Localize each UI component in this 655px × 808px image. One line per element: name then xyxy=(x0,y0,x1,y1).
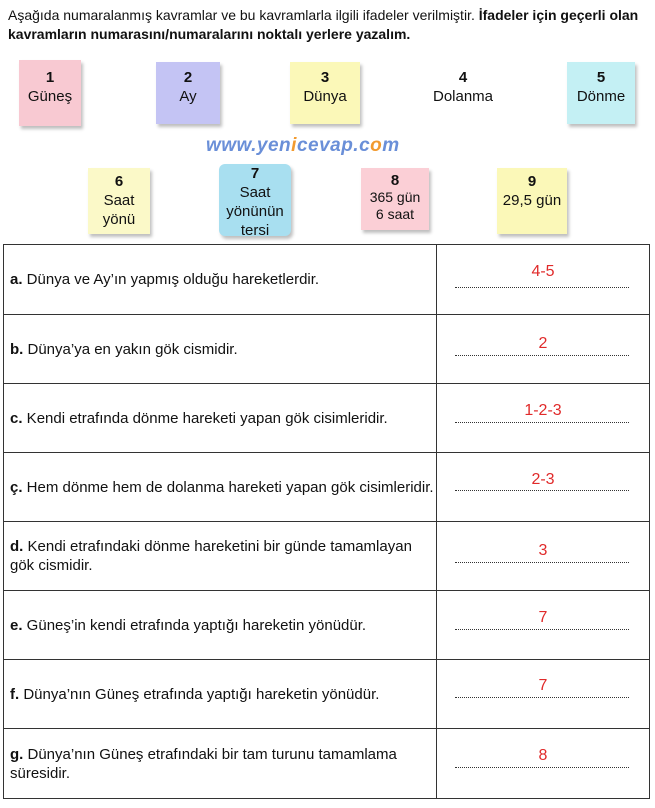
answer-cell xyxy=(437,522,650,591)
question-cell: e. Güneş’in kendi etrafında yaptığı hareketin yönüdür. xyxy=(4,591,437,660)
concept-label-line2: 6 saat xyxy=(375,206,415,222)
instructions-bold: İfadeler için geçerli olan kavramların numarasını/numaralarını noktalı yerlere yazalım. xyxy=(8,7,639,42)
dotted-line xyxy=(455,287,629,288)
question-cell: g. Dünya’nın Güneş etrafındaki bir tam turunu tamamlama süresidir. xyxy=(4,729,437,799)
answer-cell xyxy=(437,245,650,315)
answer-cell xyxy=(437,729,650,799)
concept-card-6 xyxy=(88,168,150,234)
answer-cell xyxy=(437,591,650,660)
table-row xyxy=(4,245,650,315)
questions-table xyxy=(3,244,650,799)
answer-text: 8 xyxy=(538,747,548,764)
concept-number: 4 xyxy=(458,69,468,86)
table-row xyxy=(4,453,650,522)
concept-number: 5 xyxy=(596,69,606,86)
concept-card-1 xyxy=(19,60,81,126)
answer-cell xyxy=(437,453,650,522)
concept-label: Dünya xyxy=(303,88,347,105)
question-cell: b. Dünya’ya en yakın gök cismidir. xyxy=(4,315,437,384)
answer-text: 2-3 xyxy=(531,471,555,488)
concept-label-line1: 365 gün xyxy=(369,189,421,205)
concept-label: Dolanma xyxy=(432,88,494,105)
dotted-line xyxy=(455,562,629,563)
concept-label: Güneş xyxy=(27,88,73,105)
concept-label: 29,5 gün xyxy=(502,192,562,209)
site-watermark: www.yenicevap.com xyxy=(206,135,400,156)
answer-text: 1-2-3 xyxy=(524,402,562,419)
concept-number: 1 xyxy=(45,69,55,86)
dotted-line xyxy=(455,355,629,356)
dotted-line xyxy=(455,767,629,768)
answer-text: 2 xyxy=(538,335,548,352)
concept-card-3 xyxy=(290,62,360,124)
concept-label-line3: tersi xyxy=(240,222,270,239)
answer-text: 7 xyxy=(538,677,548,694)
answer-cell xyxy=(437,315,650,384)
concept-number: 7 xyxy=(250,165,260,182)
concept-label: Dönme xyxy=(576,88,626,105)
table-row xyxy=(4,522,650,591)
answer-cell xyxy=(437,384,650,453)
concept-card-2 xyxy=(156,62,220,124)
concept-card-5 xyxy=(567,62,635,124)
instructions-text: Aşağıda numaralanmış kavramlar ve bu kavramlarla ilgili ifadeler verilmiştir. xyxy=(8,7,479,23)
concept-label-line2: yönü xyxy=(102,211,136,228)
table-row xyxy=(4,729,650,799)
question-cell: a. Dünya ve Ay’ın yapmış olduğu hareketlerdir. xyxy=(4,245,437,315)
table-row xyxy=(4,315,650,384)
concept-label-line2: yönünün xyxy=(226,203,284,220)
question-cell: d. Kendi etrafındaki dönme hareketini bir günde tamamlayan gök cismidir. xyxy=(4,522,437,591)
table-row xyxy=(4,660,650,729)
concept-card-9 xyxy=(497,168,567,234)
concept-label-line1: Saat xyxy=(239,184,271,201)
answer-cell xyxy=(437,660,650,729)
concept-number: 9 xyxy=(527,173,537,190)
concept-label: Ay xyxy=(179,88,197,105)
concept-card-8 xyxy=(361,168,429,230)
answer-text: 4-5 xyxy=(531,263,555,280)
question-cell: c. Kendi etrafında dönme hareketi yapan gök cisimleridir. xyxy=(4,384,437,453)
concept-card-7 xyxy=(219,164,291,239)
answer-text: 7 xyxy=(538,609,548,626)
question-cell: ç. Hem dönme hem de dolanma hareketi yapan gök cisimleridir. xyxy=(4,453,437,522)
question-cell: f. Dünya’nın Güneş etrafında yaptığı hareketin yönüdür. xyxy=(4,660,437,729)
table-row xyxy=(4,591,650,660)
dotted-line xyxy=(455,422,629,423)
table-row xyxy=(4,384,650,453)
instructions xyxy=(8,6,648,44)
concept-number: 6 xyxy=(114,173,124,190)
dotted-line xyxy=(455,629,629,630)
concept-label-line1: Saat xyxy=(103,192,135,209)
dotted-line xyxy=(455,697,629,698)
concept-number: 2 xyxy=(183,69,193,86)
concept-card-4 xyxy=(418,62,508,124)
concept-number: 3 xyxy=(320,69,330,86)
dotted-line xyxy=(455,490,629,491)
answer-text: 3 xyxy=(538,542,548,559)
concept-number: 8 xyxy=(390,172,400,189)
